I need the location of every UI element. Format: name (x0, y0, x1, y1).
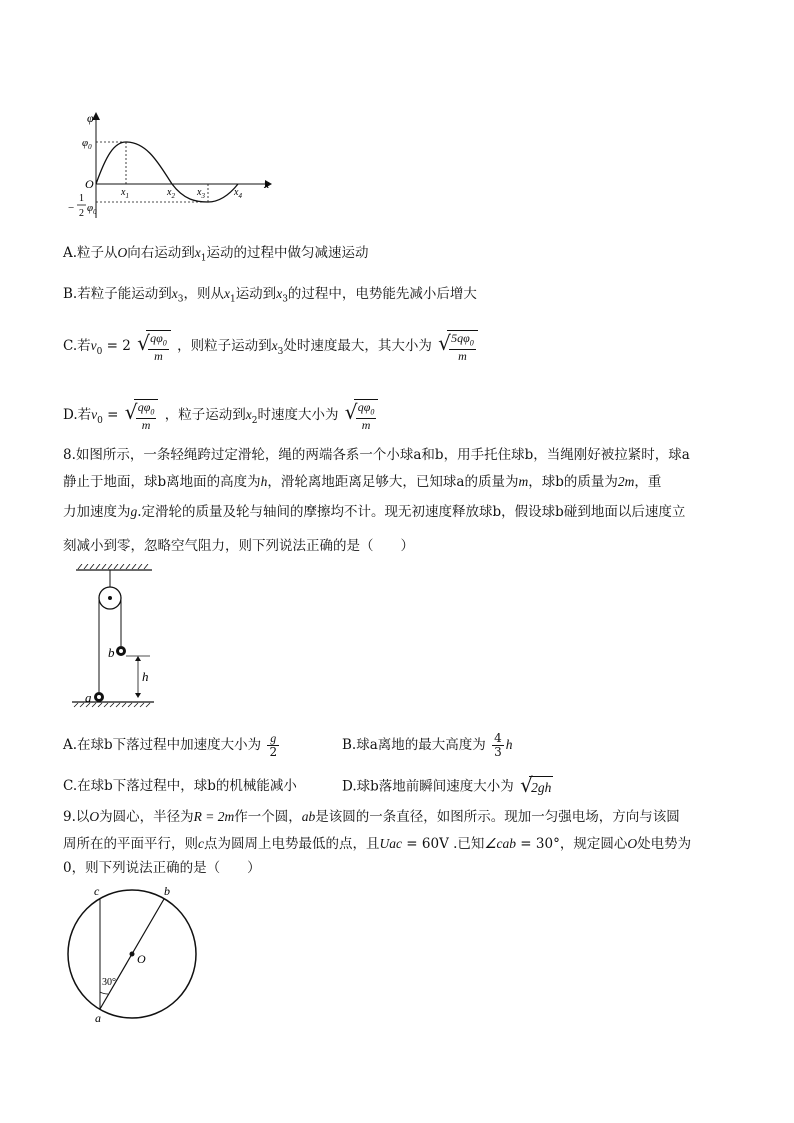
q8-option-a: A.在球b下落过程中加速度大小为 $\frac{g}{2}$ (63, 731, 278, 759)
sqrt-expr: √ 2gh (520, 773, 552, 797)
sqrt-expr: √ $\frac{q\varphi_0}{m}$ (125, 399, 159, 432)
label-b9: b (164, 884, 170, 898)
label-a: a (85, 690, 92, 705)
label-c: c (94, 884, 100, 898)
q9-stem-line3: 0，则下列说法正确的是（ ） (63, 860, 261, 876)
sqrt-expr: √ $\frac{q\varphi_0}{m}$ (137, 330, 171, 363)
neg-frac-den: 2 (79, 208, 84, 219)
label-angle: 30° (102, 977, 116, 988)
q8-stem-line4: 刻减小到零，忽略空气阻力，则下列说法正确的是（ ） (63, 538, 414, 554)
circle-figure (60, 880, 210, 1025)
label-a9: a (95, 1011, 101, 1025)
q8-stem-line3: 力加速度为g.定滑轮的质量及轮与轴间的摩擦均不计。现无初速度释放球b，假设球b碰到地面以后速度立 (63, 504, 686, 520)
center-point (130, 952, 135, 957)
axis-label-x: x (264, 177, 270, 191)
neg-phi0: $\varphi_0$ (87, 202, 97, 216)
sqrt-expr: √ $\frac{5q\varphi_0}{m}$ (438, 330, 478, 363)
label-b: b (108, 645, 115, 660)
tick-label-x2: $x_2$ (167, 187, 175, 200)
label-h: h (142, 669, 149, 684)
q8-option-b: B.球a离地的最大高度为 $\frac{4}{3}$ h (342, 731, 513, 759)
q8-option-d: D.球b落地前瞬间速度大小为 √ 2gh (342, 773, 552, 797)
q7-option-d: D.若$v_0$ = √ $\frac{q\varphi_0}{m}$ ，粒子运动到$x_2$时速度大小为 √ $\frac{q\varphi_0}{m}$ (63, 399, 380, 432)
q8-option-c: C.在球b下落过程中，球b的机械能减小 (63, 778, 297, 794)
q8-stem-line1: 8.如图所示，一条轻绳跨过定滑轮，绳的两端各系一个小球a和b，用手托住球b，当绳刚好被拉紧时，球a (63, 447, 690, 463)
axis-label-phi: φ (87, 111, 94, 125)
q8-stem-line2: 静止于地面，球b离地面的高度为h，滑轮离地距离足够大，已知球a的质量为m，球b的质量为2m，重 (63, 474, 662, 490)
q9-stem-line1: 9.以O为圆心，半径为R = 2m作一个圆，ab是该圆的一条直径，如图所示。现加一匀强电场，方向与该圆 (63, 809, 680, 825)
potential-graph (60, 110, 280, 230)
q7-option-a: A.粒子从O向右运动到$x_1$运动的过程中做匀减速运动 (63, 245, 369, 264)
q9-stem-line2: 周所在的平面平行，则c点为圆周上电势最低的点，且Uac = 60V .已知∠cab = 30°，规定圆心O处电势为 (63, 836, 692, 852)
tick-label-x4: $x_4$ (234, 187, 242, 200)
tick-label-phi0: $\varphi_0$ (82, 137, 92, 151)
tick-label-x1: $x_1$ (121, 187, 129, 200)
neg-sign: − (68, 202, 75, 214)
neg-frac-num: 1 (79, 193, 84, 204)
origin-label: O (85, 177, 94, 191)
tick-label-x3: $x_3$ (197, 187, 205, 200)
sqrt-expr: √ $\frac{q\varphi_0}{m}$ (345, 399, 379, 432)
q7-option-b: B.若粒子能运动到$x_3$，则从$x_1$运动到$x_3$的过程中，电势能先减小后增大 (63, 286, 477, 305)
label-o: O (137, 952, 146, 966)
q7-option-c: C.若$v_0 = 2$ √ $\frac{q\varphi_0}{m}$ ，则粒子运动到$x_3$处时速度最大，其大小为 √ $\frac{5q\varphi_0}{m}$ (63, 330, 480, 363)
pulley-figure (68, 564, 168, 714)
